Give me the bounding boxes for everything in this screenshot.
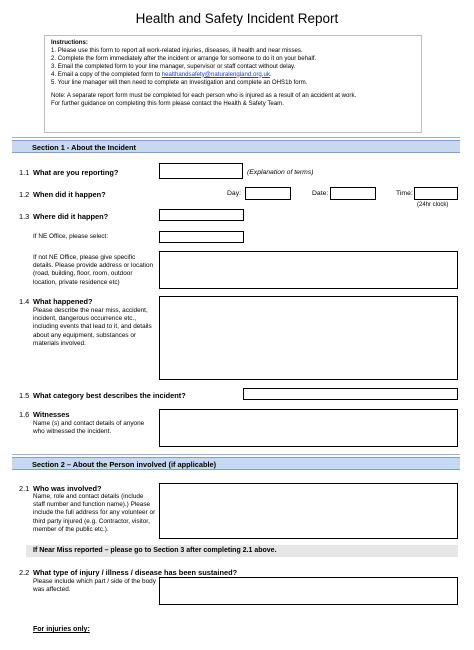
q1-1-label: What are you reporting? bbox=[33, 168, 119, 177]
instruction-item-1: 1. Please use this form to report all work-related injuries, diseases, ill health and near misses. bbox=[51, 46, 303, 54]
q1-6-description: Name (s) and contact details of anyone who witnessed the incident. bbox=[33, 420, 145, 436]
location-details-field[interactable] bbox=[159, 251, 458, 289]
injuries-only-heading: For injuries only: bbox=[33, 626, 90, 633]
q1-6-label: Witnesses bbox=[33, 410, 70, 419]
page-title: Health and Safety Incident Report bbox=[135, 11, 339, 26]
date-label: Date: bbox=[312, 190, 329, 197]
q1-5-label: What category best describes the incident? bbox=[33, 391, 186, 400]
not-ne-office-label: If not NE Office, please give specific details. Please provide address or location (road, building, floor, room, outdoor location, private residence etc) bbox=[33, 254, 154, 286]
divider bbox=[12, 137, 460, 138]
section-1-header: Section 1 - About the Incident bbox=[12, 140, 460, 153]
location-field[interactable] bbox=[159, 209, 244, 221]
reporting-type-select[interactable] bbox=[159, 163, 243, 179]
time-label: Time: bbox=[396, 190, 413, 197]
instruction-item-2: 2. Complete the form immediately after the incident or arrange for someone to do it on your behalf. bbox=[51, 54, 317, 62]
q2-2-label: What type of injury / illness / disease has been sustained? bbox=[33, 568, 238, 577]
what-happened-field[interactable] bbox=[159, 296, 458, 380]
injury-type-field[interactable] bbox=[159, 577, 458, 605]
instruction-item-4 bbox=[51, 71, 415, 79]
time-field[interactable] bbox=[414, 187, 458, 200]
incident-category-select[interactable] bbox=[243, 388, 458, 400]
q1-4-description: Please describe the near miss, accident, incident, dangerous occurrence etc., including events that lead to it, and details about any equipment, substances or materials involved. bbox=[33, 307, 152, 347]
ne-office-label: If NE Office, please select: bbox=[33, 233, 109, 240]
day-field[interactable] bbox=[245, 187, 291, 200]
time-hint: (24hr clock) bbox=[417, 202, 449, 208]
divider bbox=[12, 454, 460, 455]
email-link[interactable]: healthandsafety@naturalengland.org.uk bbox=[161, 70, 270, 78]
instructions-note: Note: A separate report form must be completed for each person who is injured as a result of an accident at work. bbox=[51, 92, 357, 100]
q1-5-number: 1.5 bbox=[19, 391, 30, 400]
q2-1-description: Name, role and contact details (include staff number and function name).) Please include the full address for any volunteer or third party injured (e.g. Contractor, visitor, member of the public etc.). bbox=[33, 493, 156, 533]
q2-2-number: 2.2 bbox=[19, 568, 30, 577]
q2-1-number: 2.1 bbox=[19, 484, 30, 493]
q1-2-number: 1.2 bbox=[19, 190, 30, 199]
q1-6-number: 1.6 bbox=[19, 410, 30, 419]
explanation-of-terms-link[interactable]: (Explanation of terms) bbox=[247, 169, 314, 176]
date-field[interactable] bbox=[330, 187, 376, 200]
day-label: Day: bbox=[227, 190, 241, 197]
section-2-header: Section 2 – About the Person involved (if applicable) bbox=[12, 457, 460, 470]
instruction-item-5: 5. Your line manager will then need to complete an Investigation and complete an OHS1b form. bbox=[51, 78, 308, 86]
instructions-box bbox=[44, 35, 422, 133]
near-miss-note: If Near Miss reported – please go to Section 3 after completing 2.1 above. bbox=[33, 547, 277, 554]
instructions-guidance: For further guidance on completing this form please contact the Health & Safety Team. bbox=[51, 100, 284, 108]
period: . bbox=[269, 70, 272, 78]
q1-1-number: 1.1 bbox=[19, 168, 30, 177]
ne-office-select[interactable] bbox=[159, 231, 244, 243]
q1-4-label: What happened? bbox=[33, 297, 93, 306]
q2-1-label: Who was involved? bbox=[33, 484, 102, 493]
q2-2-description: Please include which part / side of the body was affected. bbox=[33, 578, 156, 594]
witnesses-field[interactable] bbox=[159, 409, 458, 447]
q1-3-label: Where did it happen? bbox=[33, 212, 109, 221]
q1-4-number: 1.4 bbox=[19, 297, 30, 306]
person-involved-field[interactable] bbox=[159, 483, 458, 539]
instruction-item-3: 3. Email the completed form to your line manager, supervisor or staff contact without delay. bbox=[51, 62, 296, 70]
instructions-heading: Instructions: bbox=[51, 39, 88, 46]
q1-3-number: 1.3 bbox=[19, 212, 30, 221]
instruction-item-4-text: 4. Email a copy of the completed form to bbox=[51, 70, 162, 78]
q1-2-label: When did it happen? bbox=[33, 190, 106, 199]
